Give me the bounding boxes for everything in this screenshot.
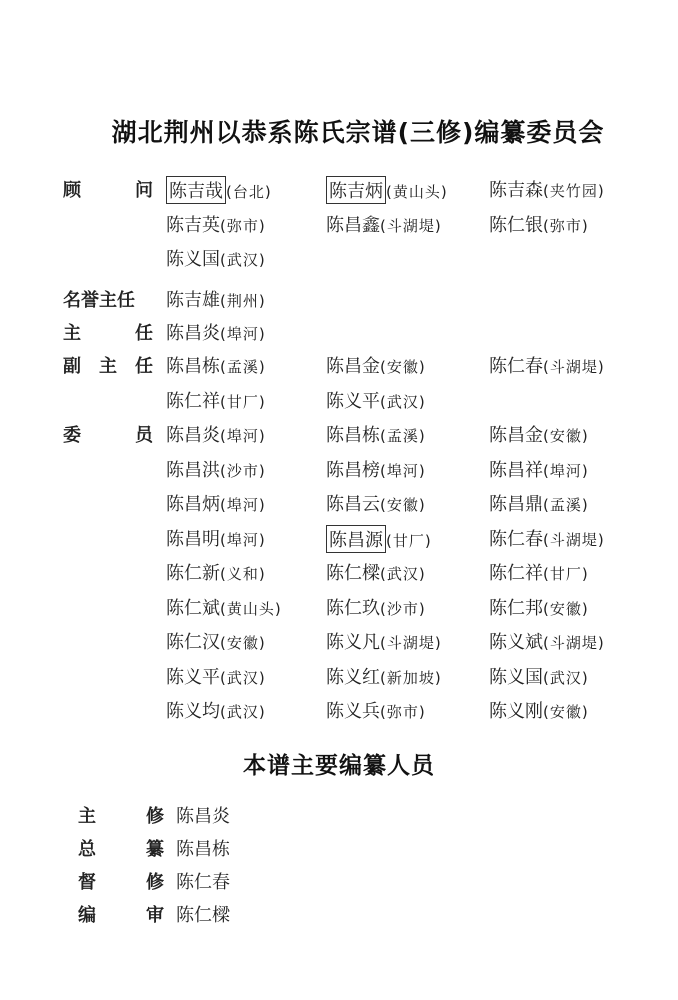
member-entry xyxy=(326,628,442,654)
member-entry xyxy=(326,594,426,620)
role-char: 问 xyxy=(135,180,153,201)
member-place: (孟溪) xyxy=(380,427,426,445)
member-place: (武汉) xyxy=(380,392,426,411)
member-name: 陈昌金 xyxy=(326,356,380,377)
member-entry xyxy=(489,525,605,551)
member-place: (斗湖堤) xyxy=(543,634,605,652)
member-entry xyxy=(166,211,266,237)
staff-row xyxy=(78,835,230,861)
role-char: 任 xyxy=(135,323,153,344)
member-name: 陈义平 xyxy=(166,666,220,688)
staff-name: 陈昌炎 xyxy=(176,806,230,827)
staff-role-2: 修 xyxy=(146,806,164,827)
staff-role-2: 审 xyxy=(146,905,164,926)
member-entry xyxy=(166,456,266,482)
member-name: 陈义红 xyxy=(326,666,380,688)
member-place: (孟溪) xyxy=(220,358,266,376)
member-entry xyxy=(489,211,589,237)
member-entry xyxy=(166,352,266,378)
member-entry xyxy=(166,245,266,271)
staff-role-1: 编 xyxy=(78,905,96,926)
member-name: 陈义刚 xyxy=(489,701,543,722)
role-char: 主 xyxy=(99,356,117,377)
member-name: 陈吉雄 xyxy=(166,290,220,311)
member-entry xyxy=(326,176,448,204)
staff-row xyxy=(78,901,230,927)
member-entry xyxy=(489,697,589,723)
staff-name: 陈仁春 xyxy=(176,872,230,893)
member-name: 陈昌炎 xyxy=(166,323,220,344)
member-entry xyxy=(326,352,426,378)
member-entry xyxy=(326,456,426,482)
member-name: 陈昌炳 xyxy=(166,494,220,515)
member-place: (埠河) xyxy=(220,427,266,445)
member-place: (斗湖堤) xyxy=(380,634,442,652)
member-name: 陈义兵 xyxy=(326,701,380,722)
member-place: (埠河) xyxy=(543,461,589,480)
member-name: 陈昌源 xyxy=(326,525,386,553)
member-name: 陈仁银 xyxy=(489,214,543,236)
member-place: (沙市) xyxy=(380,599,426,618)
member-entry xyxy=(326,211,442,237)
member-place: (夹竹园) xyxy=(543,182,605,200)
member-place: (埠河) xyxy=(220,496,266,514)
member-entry xyxy=(489,490,589,516)
member-entry xyxy=(166,525,266,551)
member-name: 陈义国 xyxy=(166,249,220,270)
member-entry xyxy=(166,319,266,345)
member-name: 陈仁邦 xyxy=(489,597,543,619)
staff-role-1: 总 xyxy=(78,839,96,860)
member-place: (埠河) xyxy=(220,325,266,343)
member-entry xyxy=(326,490,426,516)
member-name: 陈昌洪 xyxy=(166,459,220,481)
member-entry xyxy=(166,663,266,689)
member-name: 陈仁春 xyxy=(489,528,543,550)
member-place: (斗湖堤) xyxy=(543,358,605,376)
member-name: 陈吉炳 xyxy=(326,176,386,204)
member-name: 陈吉哉 xyxy=(166,176,226,204)
member-place: (弥市) xyxy=(543,216,589,235)
role-char: 委 xyxy=(63,425,81,446)
member-entry xyxy=(166,559,266,585)
member-place: (甘厂) xyxy=(543,565,589,583)
member-entry xyxy=(489,559,589,585)
staff-role-2: 修 xyxy=(146,872,164,893)
member-name: 陈仁汉 xyxy=(166,632,220,653)
member-name: 陈仁樑 xyxy=(326,563,380,584)
member-place: (台北) xyxy=(226,183,272,201)
staff-row xyxy=(78,868,230,894)
member-place: (弥市) xyxy=(380,703,426,721)
member-place: (武汉) xyxy=(380,565,426,583)
member-name: 陈昌金 xyxy=(489,425,543,446)
role-label xyxy=(63,352,153,378)
member-name: 陈仁春 xyxy=(489,356,543,377)
member-place: (弥市) xyxy=(220,216,266,235)
member-entry xyxy=(489,176,605,202)
member-place: (义和) xyxy=(220,565,266,583)
staff-role-2: 纂 xyxy=(146,839,164,860)
member-entry xyxy=(166,490,266,516)
member-name: 陈昌榜 xyxy=(326,459,380,481)
member-name: 陈昌云 xyxy=(326,494,380,515)
member-place: (黄山头) xyxy=(220,599,282,618)
member-name: 陈昌栋 xyxy=(166,356,220,377)
staff-section-title: 本谱主要编纂人员 xyxy=(243,753,435,779)
member-name: 陈吉英 xyxy=(166,214,220,236)
member-place: (武汉) xyxy=(220,668,266,687)
member-entry xyxy=(489,628,605,654)
member-entry xyxy=(166,628,266,654)
member-entry xyxy=(326,663,442,689)
member-name: 陈昌炎 xyxy=(166,425,220,446)
member-place: (安徽) xyxy=(543,427,589,445)
member-name: 陈仁玖 xyxy=(326,597,380,619)
role-label xyxy=(63,286,145,312)
member-name: 陈昌栋 xyxy=(326,425,380,446)
member-place: (斗湖堤) xyxy=(543,530,605,549)
member-name: 陈昌鼎 xyxy=(489,494,543,515)
role-char: 副 xyxy=(63,356,81,377)
member-name: 陈仁新 xyxy=(166,563,220,584)
member-entry xyxy=(166,697,266,723)
member-place: (荆州) xyxy=(220,292,266,310)
role-label xyxy=(63,421,153,447)
member-place: (斗湖堤) xyxy=(380,216,442,235)
member-name: 陈义均 xyxy=(166,701,220,722)
member-entry xyxy=(489,352,605,378)
member-name: 陈昌明 xyxy=(166,528,220,550)
member-name: 陈义国 xyxy=(489,666,543,688)
member-place: (武汉) xyxy=(543,668,589,687)
staff-name: 陈仁樑 xyxy=(176,905,230,926)
member-place: (武汉) xyxy=(220,703,266,721)
member-place: (安徽) xyxy=(220,634,266,652)
member-entry xyxy=(326,387,426,413)
member-place: (新加坡) xyxy=(380,668,442,687)
member-place: (安徽) xyxy=(380,496,426,514)
member-name: 陈吉森 xyxy=(489,180,543,201)
member-name: 陈仁斌 xyxy=(166,597,220,619)
member-place: (沙市) xyxy=(220,461,266,480)
member-name: 陈昌鑫 xyxy=(326,214,380,236)
member-place: (孟溪) xyxy=(543,496,589,514)
staff-role-1: 督 xyxy=(78,872,96,893)
member-entry xyxy=(326,421,426,447)
member-place: (甘厂) xyxy=(386,531,432,550)
member-entry xyxy=(489,456,589,482)
member-name: 陈义斌 xyxy=(489,632,543,653)
member-entry xyxy=(326,697,426,723)
member-name: 陈义凡 xyxy=(326,632,380,653)
member-name: 陈义平 xyxy=(326,390,380,412)
role-label xyxy=(63,176,153,202)
staff-name: 陈昌栋 xyxy=(176,839,230,860)
member-entry xyxy=(166,421,266,447)
member-entry xyxy=(166,286,266,312)
role-char: 员 xyxy=(135,425,153,446)
member-entry xyxy=(166,176,272,204)
role-char: 名誉主任 xyxy=(63,290,135,311)
staff-row xyxy=(78,802,230,828)
member-place: (埠河) xyxy=(380,461,426,480)
role-char: 顾 xyxy=(63,180,81,201)
member-place: (武汉) xyxy=(220,251,266,269)
member-entry xyxy=(326,525,432,553)
member-entry xyxy=(166,594,282,620)
member-entry xyxy=(326,559,426,585)
role-label xyxy=(63,319,153,345)
role-char: 任 xyxy=(135,356,153,377)
member-entry xyxy=(489,594,589,620)
page-title: 湖北荆州以恭系陈氏宗谱(三修)编纂委员会 xyxy=(111,118,605,147)
member-place: (安徽) xyxy=(543,599,589,618)
member-place: (埠河) xyxy=(220,530,266,549)
member-place: (甘厂) xyxy=(220,392,266,411)
member-place: (安徽) xyxy=(543,703,589,721)
staff-role-1: 主 xyxy=(78,806,96,827)
member-name: 陈仁祥 xyxy=(166,390,220,412)
member-entry xyxy=(489,421,589,447)
member-entry xyxy=(489,663,589,689)
member-name: 陈仁祥 xyxy=(489,563,543,584)
member-entry xyxy=(166,387,266,413)
member-place: (安徽) xyxy=(380,358,426,376)
member-name: 陈昌祥 xyxy=(489,459,543,481)
role-char: 主 xyxy=(63,323,81,344)
member-place: (黄山头) xyxy=(386,183,448,201)
